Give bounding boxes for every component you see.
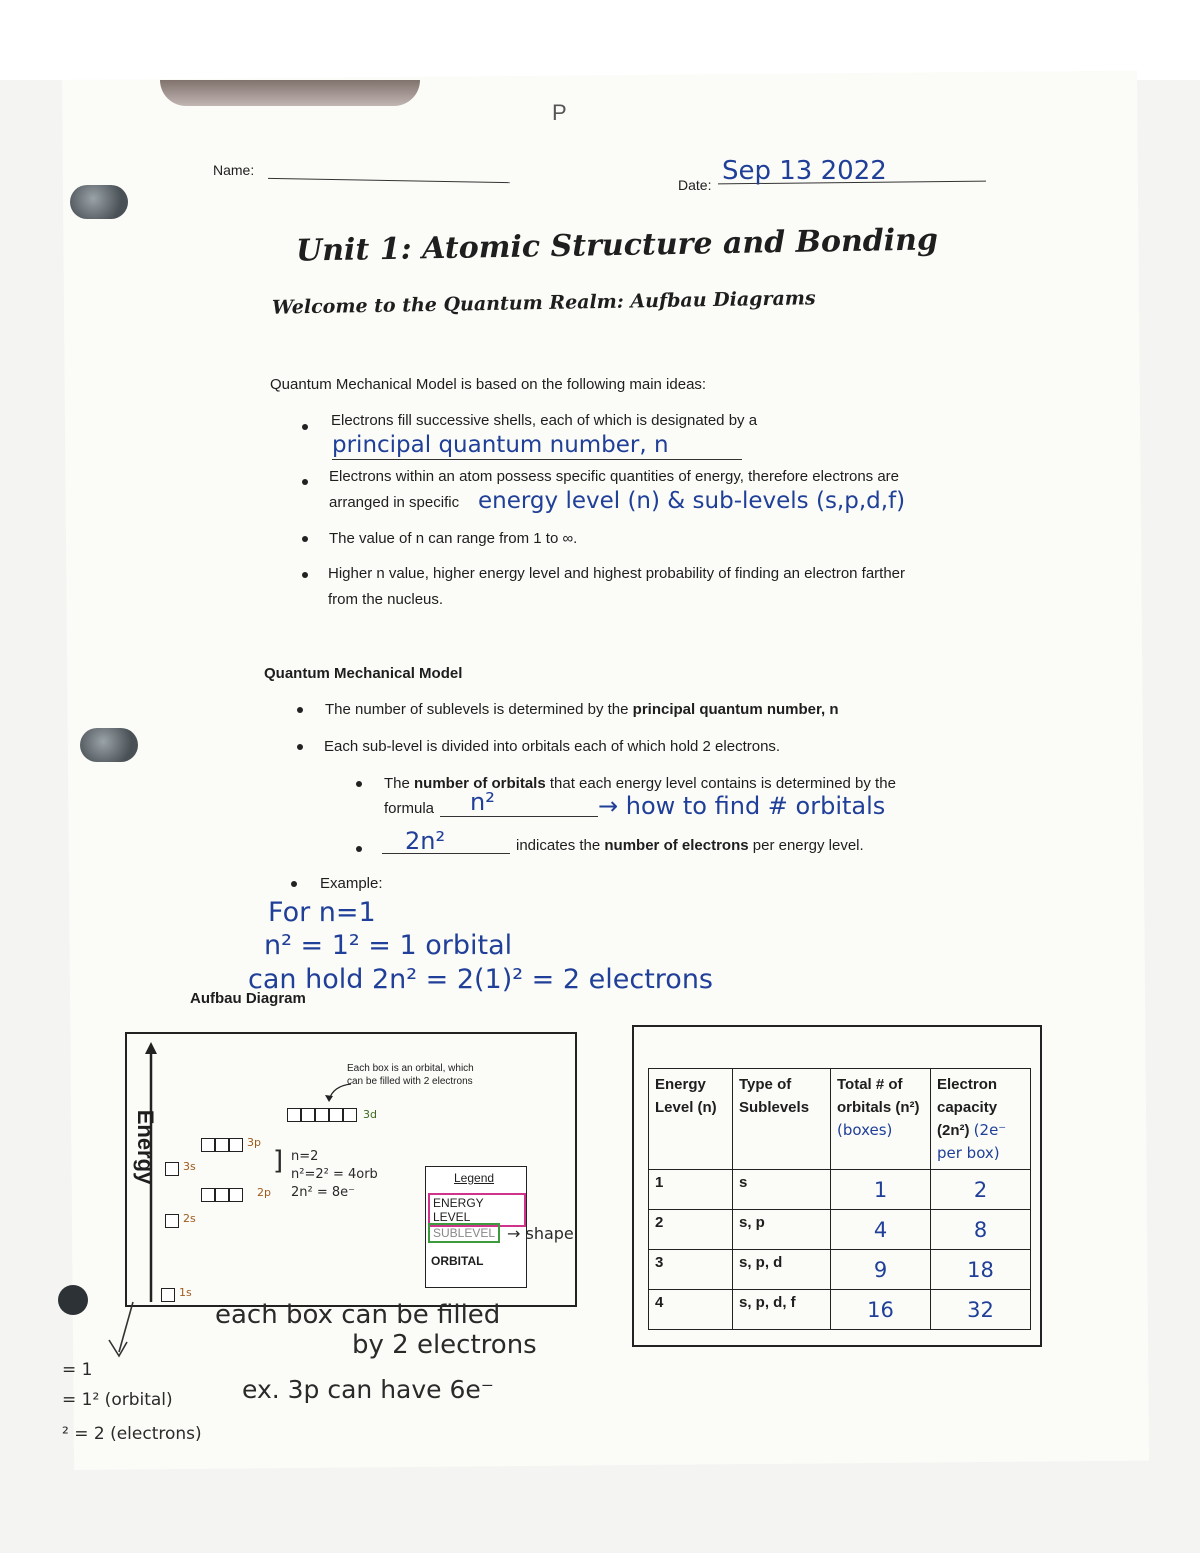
- header-orbitals-text: Total # of orbitals (n²): [837, 1076, 920, 1116]
- punch-hole-icon: [58, 1285, 88, 1315]
- bullet-icon: [356, 781, 362, 787]
- orbital-box-2p: [215, 1188, 229, 1202]
- table-row: [649, 1290, 1031, 1330]
- bullet2-line2: arranged in specific: [329, 494, 460, 511]
- subtitle-plain: Welcome to the Quantum Realm:: [271, 290, 631, 319]
- orbital-note: [347, 1062, 474, 1088]
- orbital-box-3d: [301, 1108, 315, 1122]
- label-2s: 2s: [183, 1212, 196, 1225]
- bullet-icon: [297, 744, 303, 750]
- label-3d: 3d: [363, 1108, 377, 1121]
- binder-ring-icon: [70, 185, 128, 219]
- cell-sublevels: s, p: [733, 1210, 831, 1250]
- header-orbitals-note: (boxes): [837, 1121, 893, 1139]
- section2-bullet1: [325, 699, 839, 721]
- table-row: [649, 1250, 1031, 1290]
- header-capacity-note: (2e⁻ per box): [937, 1121, 1007, 1162]
- bullet-icon: [297, 707, 303, 713]
- orbital-box-3p: [215, 1138, 229, 1152]
- legend-shape-note: → shape: [507, 1224, 574, 1243]
- cell-level: 3: [649, 1250, 733, 1290]
- table-header-row: [649, 1069, 1031, 1170]
- table-row: [649, 1210, 1031, 1250]
- cell-capacity: 8: [931, 1210, 1031, 1250]
- section2-sub2-post: per energy level.: [748, 837, 864, 854]
- cell-level: 2: [649, 1210, 733, 1250]
- top-partial-text: P: [552, 100, 567, 125]
- section1-intro: Quantum Mechanical Model is based on the following main ideas:: [270, 376, 707, 393]
- bullet2-line1: Electrons within an atom possess specific quantities of energy, therefore electrons are: [329, 468, 900, 485]
- orbital-box-3s: [165, 1162, 179, 1176]
- bullet2-answer: energy level (n) & sub-levels (s,p,d,f): [478, 488, 906, 514]
- bullet4-line1: Higher n value, higher energy level and highest probability of finding an electron farther: [328, 565, 906, 582]
- aufbau-heading: Aufbau Diagram: [190, 990, 306, 1007]
- legend-orbital: ORBITAL: [431, 1254, 484, 1268]
- bullet1-blank: [332, 459, 742, 460]
- label-1s: 1s: [179, 1286, 192, 1299]
- note-arrow-icon: [323, 1082, 353, 1104]
- section2-sub2-pre: indicates the: [516, 837, 605, 854]
- down-arrow-icon: [105, 1300, 137, 1360]
- orbital-box-3d: [329, 1108, 343, 1122]
- legend-title: Legend: [454, 1171, 495, 1185]
- section2-bullet1-bold: principal quantum number, n: [632, 701, 839, 718]
- margin-note-1: = 1: [62, 1360, 93, 1380]
- header-energy-level: Energy Level (n): [649, 1069, 733, 1170]
- section2-heading: Quantum Mechanical Model: [264, 665, 463, 682]
- brace-note-3: 2n² = 8e⁻: [291, 1185, 356, 1200]
- bullet3-text: The value of n can range from 1 to ∞.: [329, 530, 578, 547]
- legend-energy-level: ENERGY LEVEL: [428, 1193, 526, 1227]
- bottom-note-3: ex. 3p can have 6e⁻: [242, 1375, 494, 1404]
- formula-blank: [440, 816, 598, 817]
- header-capacity-text: Electron capacity (2n²): [937, 1076, 998, 1139]
- date-label: Date:: [678, 177, 712, 193]
- bullet-icon: [302, 479, 308, 485]
- section2-bullet1-pre: The number of sublevels is determined by the: [325, 701, 633, 718]
- brace-icon: ]: [273, 1146, 284, 1176]
- electrons-blank: [382, 853, 510, 854]
- cell-level: 1: [649, 1170, 733, 1210]
- orbital-note-line1: Each box is an orbital, which: [347, 1063, 474, 1074]
- section2-sub1-line2: formula: [384, 800, 435, 817]
- photo-background: [0, 0, 1200, 80]
- bullet-icon: [302, 424, 308, 430]
- orbital-box-2s: [165, 1214, 179, 1228]
- orbital-box-2p: [201, 1188, 215, 1202]
- cell-orbitals: 16: [831, 1290, 931, 1330]
- bullet4-line2: from the nucleus.: [328, 591, 444, 608]
- energy-axis-label: Energy: [133, 1109, 158, 1185]
- section2-sub1-post: that each energy level contains is determined by the: [545, 775, 896, 792]
- example-line2: n² = 1² = 1 orbital: [264, 930, 513, 961]
- formula-answer: n²: [470, 788, 495, 816]
- cell-orbitals: 1: [831, 1170, 931, 1210]
- header-sublevels: Type of Sublevels: [733, 1069, 831, 1170]
- date-value: Sep 13 2022: [722, 156, 887, 186]
- cell-sublevels: s, p, d, f: [733, 1290, 831, 1330]
- binder-ring-icon: [80, 728, 138, 762]
- cell-orbitals: 4: [831, 1210, 931, 1250]
- cell-capacity: 18: [931, 1250, 1031, 1290]
- header-orbitals: [831, 1069, 931, 1170]
- margin-note-3: ² = 2 (electrons): [62, 1424, 202, 1444]
- bullet-icon: [356, 846, 362, 852]
- section2-sub1-bold: number of orbitals: [414, 775, 546, 792]
- cell-sublevels: s: [733, 1170, 831, 1210]
- bullet-icon: [302, 572, 308, 578]
- orbital-box-3d: [315, 1108, 329, 1122]
- name-label: Name:: [213, 162, 255, 178]
- section2-bullet2: Each sub-level is divided into orbitals each of which hold 2 electrons.: [324, 738, 781, 755]
- example-label: Example:: [320, 875, 383, 892]
- bullet-icon: [302, 536, 308, 542]
- example-line1: For n=1: [268, 897, 376, 928]
- cell-level: 4: [649, 1290, 733, 1330]
- capacity-table: [648, 1068, 1031, 1330]
- label-3p: 3p: [247, 1136, 261, 1149]
- orbital-box-3d: [343, 1108, 357, 1122]
- label-3s: 3s: [183, 1160, 196, 1173]
- margin-note-2: = 1² (orbital): [62, 1390, 173, 1410]
- cell-orbitals: 9: [831, 1250, 931, 1290]
- section2-sub2: [516, 835, 864, 857]
- page-title: Unit 1: Atomic Structure and Bonding: [295, 222, 939, 269]
- subtitle-bold: Aufbau Diagrams: [630, 287, 816, 313]
- orbital-box-1s: [161, 1288, 175, 1302]
- brace-notes: [291, 1148, 378, 1202]
- orbital-box-2p: [229, 1188, 243, 1202]
- cell-capacity: 2: [931, 1170, 1031, 1210]
- formula-note: → how to find # orbitals: [598, 792, 886, 820]
- legend-sublevel: SUBLEVEL: [428, 1223, 500, 1243]
- bullet1-text: Electrons fill successive shells, each of which is designated by a: [331, 412, 758, 429]
- cell-sublevels: s, p, d: [733, 1250, 831, 1290]
- brace-note-1: n=2: [291, 1149, 319, 1164]
- orbital-box-3p: [201, 1138, 215, 1152]
- example-line3: can hold 2n² = 2(1)² = 2 electrons: [248, 964, 713, 995]
- bullet1-answer: principal quantum number, n: [332, 432, 669, 458]
- aufbau-diagram: [125, 1032, 577, 1307]
- header-capacity: [931, 1069, 1031, 1170]
- cell-capacity: 32: [931, 1290, 1031, 1330]
- section2-sub2-bold: number of electrons: [604, 837, 749, 854]
- bottom-note-1: each box can be filled: [215, 1300, 501, 1330]
- binder-shadow: [160, 80, 420, 106]
- section2-sub1-pre: The: [384, 775, 415, 792]
- label-2p: 2p: [257, 1186, 271, 1199]
- orbital-note-line2: can be filled with 2 electrons: [347, 1076, 473, 1087]
- brace-note-2: n²=2² = 4orb: [291, 1167, 378, 1182]
- bullet-icon: [291, 881, 297, 887]
- table-row: [649, 1170, 1031, 1210]
- orbital-box-3d: [287, 1108, 301, 1122]
- orbital-box-3p: [229, 1138, 243, 1152]
- bottom-note-2: by 2 electrons: [352, 1330, 537, 1360]
- electrons-answer: 2n²: [405, 827, 446, 855]
